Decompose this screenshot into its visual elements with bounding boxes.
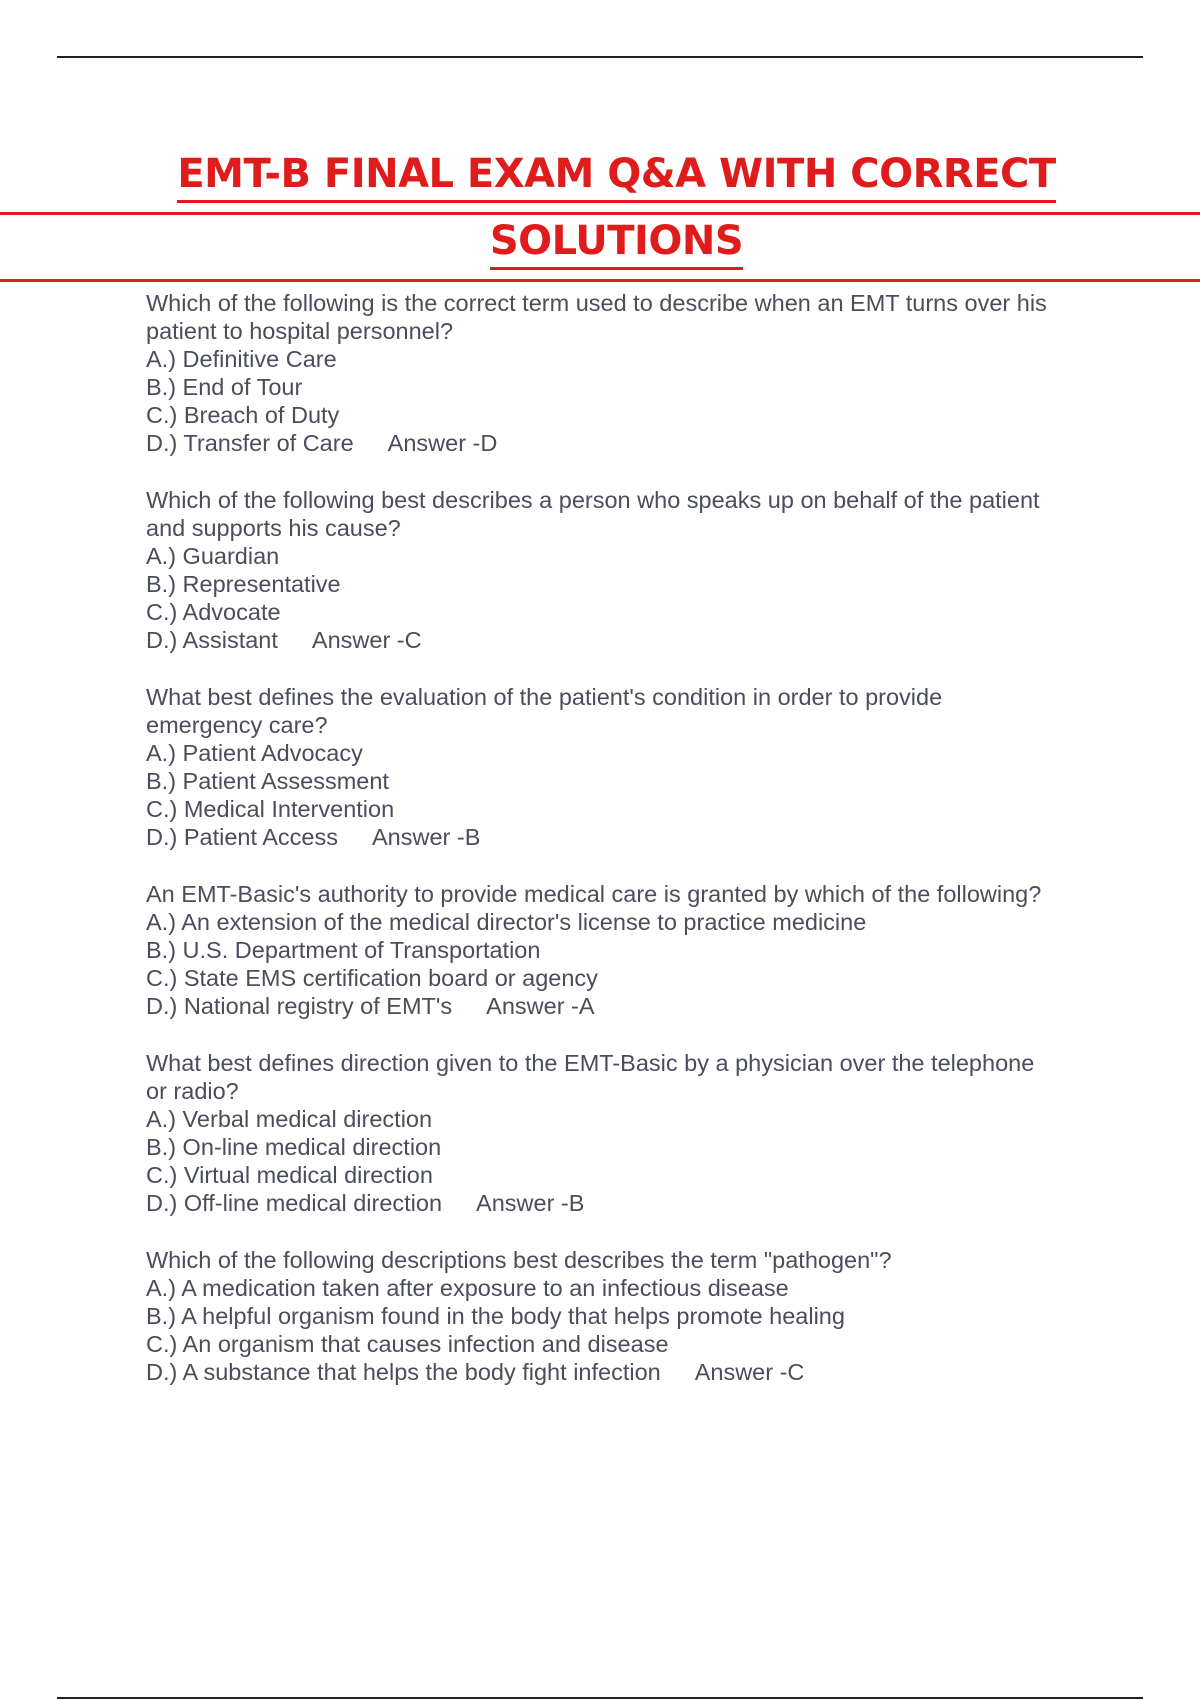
answer-text: Answer -D [387,430,498,456]
answer-text: Answer -A [486,993,595,1019]
option-d: D.) National registry of EMT's [146,993,453,1019]
question-stem: Which of the following is the correct term used to describe when an EMT turns over his [146,290,1047,316]
question-1 [146,289,1146,457]
option-d: D.) Patient Access [146,824,338,850]
question-list [146,289,1146,1415]
option-d: D.) Transfer of Care [146,430,354,456]
question-stem: Which of the following descriptions best describes the term "pathogen"? [146,1247,892,1273]
question-stem: What best defines direction given to the EMT-Basic by a physician over the telephone [146,1050,1035,1076]
option-a: A.) Verbal medical direction [146,1106,433,1132]
question-stem: emergency care? [146,712,328,738]
option-b: B.) A helpful organism found in the body that helps promote healing [146,1303,845,1329]
question-stem: Which of the following best describes a person who speaks up on behalf of the patient [146,487,1040,513]
option-b: B.) End of Tour [146,374,303,400]
option-c: C.) Virtual medical direction [146,1162,433,1188]
option-d: D.) Off-line medical direction [146,1190,443,1216]
top-rule [57,56,1143,58]
document-title [0,148,1200,282]
option-b: B.) Representative [146,571,341,597]
question-stem: or radio? [146,1078,239,1104]
question-5 [146,1049,1146,1217]
question-stem: and supports his cause? [146,515,401,541]
option-a: A.) A medication taken after exposure to an infectious disease [146,1275,789,1301]
option-b: B.) U.S. Department of Transportation [146,937,541,963]
question-stem: An EMT-Basic's authority to provide medical care is granted by which of the following? [146,881,1042,907]
answer-text: Answer -C [311,627,422,653]
question-stem: What best defines the evaluation of the patient's condition in order to provide [146,684,943,710]
answer-text: Answer -B [372,824,481,850]
question-4 [146,880,1146,1020]
title-line-2: SOLUTIONS [490,215,743,270]
question-2 [146,486,1146,654]
option-d: D.) A substance that helps the body fight infection [146,1359,661,1385]
question-6 [146,1246,1146,1386]
option-c: C.) Medical Intervention [146,796,395,822]
bottom-rule [57,1697,1143,1699]
option-b: B.) On-line medical direction [146,1134,442,1160]
title-line-1: EMT-B FINAL EXAM Q&A WITH CORRECT [177,148,1055,203]
option-c: C.) State EMS certification board or agency [146,965,598,991]
option-a: A.) Guardian [146,543,280,569]
question-stem: patient to hospital personnel? [146,318,454,344]
option-c: C.) Breach of Duty [146,402,340,428]
option-c: C.) An organism that causes infection and disease [146,1331,669,1357]
option-a: A.) Patient Advocacy [146,740,363,766]
option-a: A.) Definitive Care [146,346,337,372]
answer-text: Answer -B [476,1190,585,1216]
option-a: A.) An extension of the medical director's license to practice medicine [146,909,867,935]
option-d: D.) Assistant [146,627,278,653]
answer-text: Answer -C [694,1359,805,1385]
option-b: B.) Patient Assessment [146,768,389,794]
question-3 [146,683,1146,851]
option-c: C.) Advocate [146,599,281,625]
